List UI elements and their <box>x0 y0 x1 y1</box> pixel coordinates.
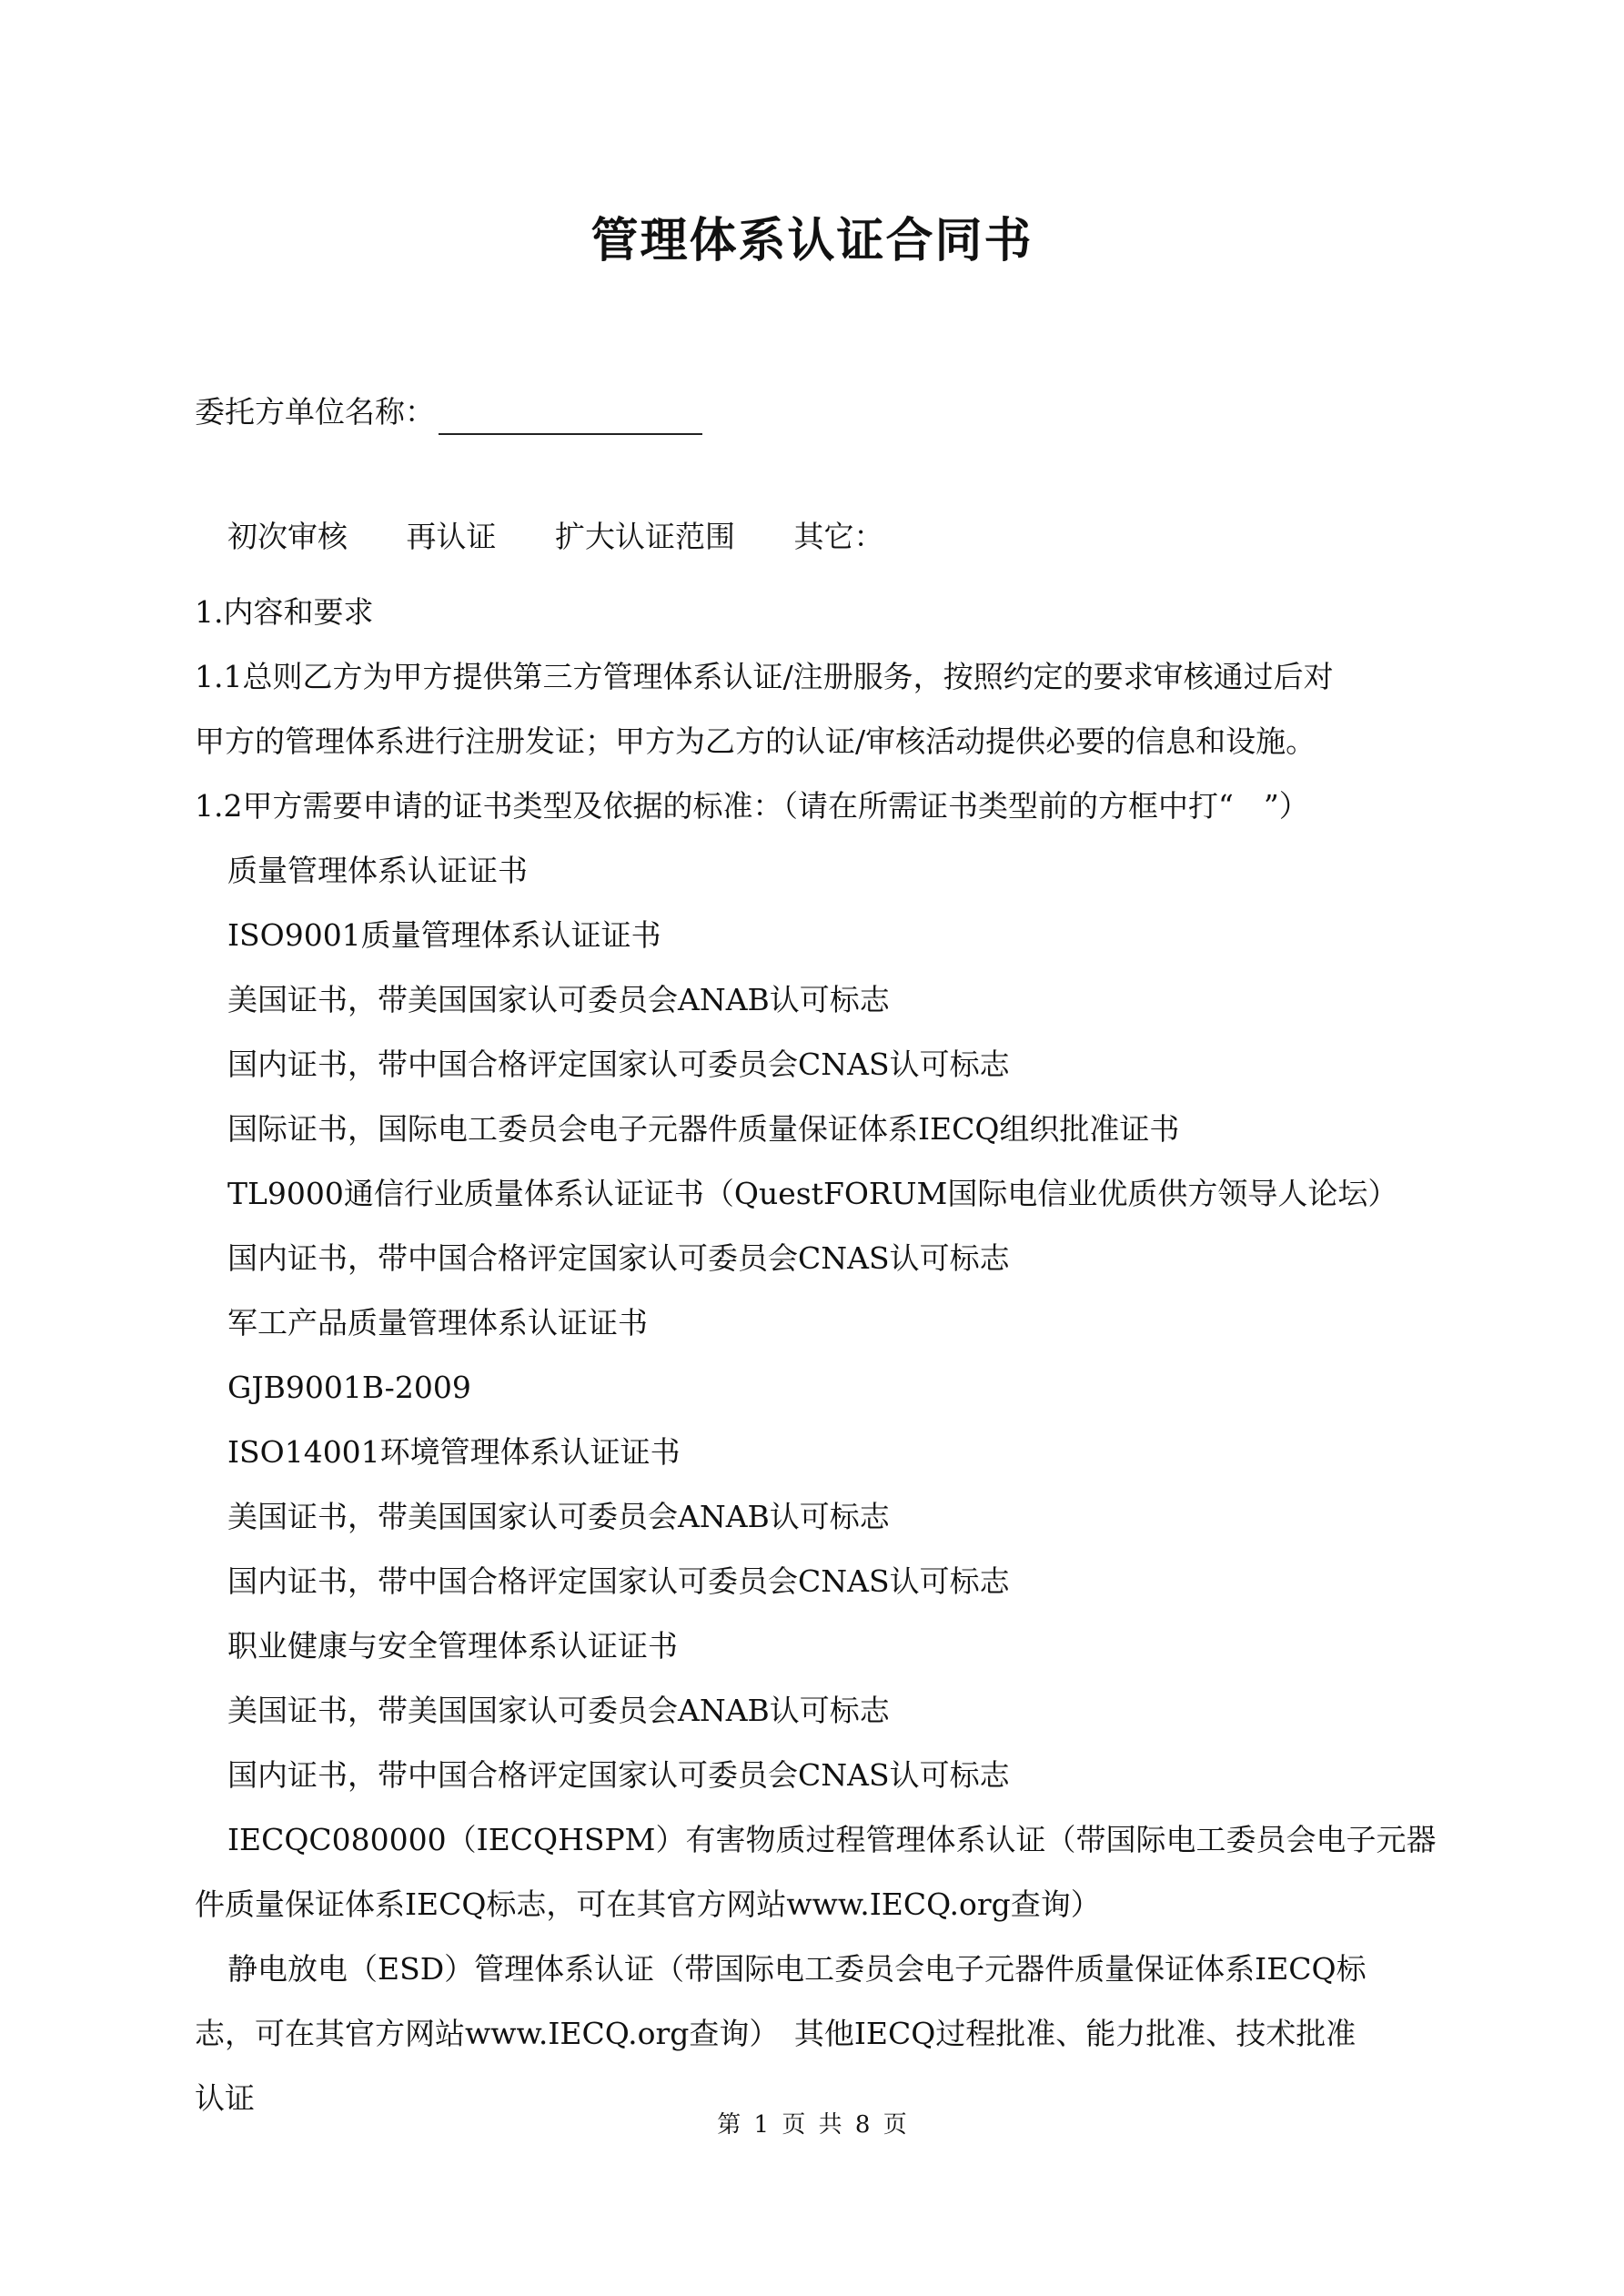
client-name-blank <box>439 400 702 435</box>
certificate-option: ISO14001环境管理体系认证证书 <box>227 1434 681 1470</box>
certificate-option: 美国证书，带美国国家认可委员会ANAB认可标志 <box>227 1693 890 1728</box>
certificate-option: 军工产品质量管理体系认证证书 <box>227 1305 648 1340</box>
client-name-label: 委托方单位名称： <box>195 394 435 430</box>
certificate-option: 职业健康与安全管理体系认证证书 <box>227 1628 678 1664</box>
audit-type-recertification: 再认证 <box>406 519 497 554</box>
section-heading: 1.内容和要求 <box>195 594 374 630</box>
certificate-option: 质量管理体系认证证书 <box>227 853 528 888</box>
certificate-option: GJB9001B-2009 <box>227 1370 471 1405</box>
audit-type-initial: 初次审核 <box>227 519 348 554</box>
paragraph-line: 1.1总则乙方为甲方提供第三方管理体系认证/注册服务，按照约定的要求审核通过后对 <box>195 659 1334 694</box>
certificate-option: 国内证书，带中国合格评定国家认可委员会CNAS认可标志 <box>227 1047 1010 1082</box>
certificate-option: IECQC080000（IECQHSPM）有害物质过程管理体系认证（带国际电工委员会电子元器 <box>227 1822 1437 1857</box>
certificate-option: 静电放电（ESD）管理体系认证（带国际电工委员会电子元器件质量保证体系IECQ标 <box>227 1951 1367 1987</box>
paragraph-line: 甲方的管理体系进行注册发证；甲方为乙方的认证/审核活动提供必要的信息和设施。 <box>195 723 1316 759</box>
certificate-option-continued: 志，可在其官方网站www.IECQ.org查询） 其他IECQ过程批准、能力批准、技术批准 <box>195 2016 1357 2051</box>
certificate-option: TL9000通信行业质量体系认证证书（QuestFORUM国际电信业优质供方领导人论坛） <box>227 1176 1398 1211</box>
document-body <box>195 580 1443 2130</box>
page-number-footer: 第 1 页 共 8 页 <box>717 2111 907 2139</box>
audit-type-options <box>227 514 933 560</box>
client-name-row <box>195 389 702 435</box>
certificate-option: 国内证书，带中国合格评定国家认可委员会CNAS认可标志 <box>227 1757 1010 1793</box>
certificate-option: 国内证书，带中国合格评定国家认可委员会CNAS认可标志 <box>227 1563 1010 1599</box>
paragraph-line: 1.2甲方需要申请的证书类型及依据的标准：（请在所需证书类型前的方框中打“ ”） <box>195 788 1309 824</box>
certificate-option: 美国证书，带美国国家认可委员会ANAB认可标志 <box>227 982 890 1017</box>
audit-type-other: 其它： <box>793 519 884 554</box>
certificate-option: ISO9001质量管理体系认证证书 <box>227 917 661 953</box>
audit-type-scope-extension: 扩大认证范围 <box>555 519 735 554</box>
certificate-option: 国内证书，带中国合格评定国家认可委员会CNAS认可标志 <box>227 1240 1010 1276</box>
certificate-option: 美国证书，带美国国家认可委员会ANAB认可标志 <box>227 1499 890 1534</box>
certificate-option-continued: 件质量保证体系IECQ标志，可在其官方网站www.IECQ.org查询） <box>195 1886 1101 1922</box>
document-title: 管理体系认证合同书 <box>590 213 1034 268</box>
certificate-option-continued: 认证 <box>195 2080 255 2116</box>
certificate-option: 国际证书，国际电工委员会电子元器件质量保证体系IECQ组织批准证书 <box>227 1111 1180 1147</box>
